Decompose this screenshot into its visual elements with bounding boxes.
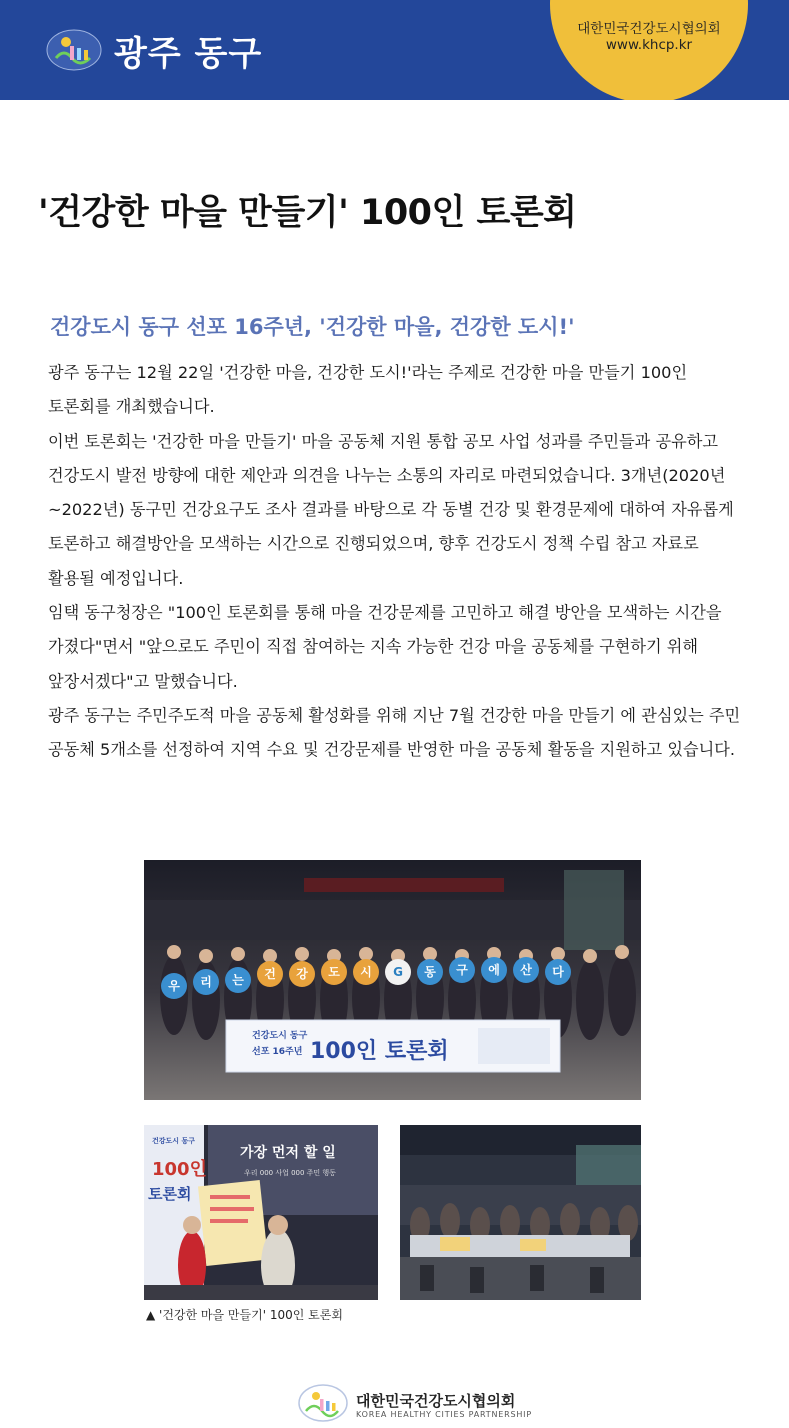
banner-big: 100인 토론회 bbox=[310, 1039, 449, 1064]
sign-2: 리 bbox=[200, 975, 212, 989]
sign-8: G bbox=[393, 965, 403, 979]
left-banner-2: 100인 bbox=[152, 1159, 207, 1180]
screen-title: 가장 먼저 할 일 bbox=[240, 1145, 336, 1161]
left-banner-3: 토론회 bbox=[148, 1185, 192, 1203]
sign-7: 시 bbox=[360, 965, 372, 979]
healthy-city-logo-icon bbox=[298, 1383, 348, 1423]
badge-org-name: 대한민국건강도시협의회 bbox=[577, 21, 721, 37]
group-photo bbox=[144, 860, 641, 1100]
photo-caption: ▲ '건강한 마을 만들기' 100인 토론회 bbox=[146, 1308, 343, 1322]
sign-13: 다 bbox=[552, 965, 564, 979]
paragraph-3: 임택 동구청장은 "100인 토론회를 통해 마을 건강문제를 고민하고 해결 방안을 모색하는 시간을 가졌다"면서 "앞으로도 주민이 직접 참여하는 지속 가능한 건강 마을 공동체를 구현하기 위해 앞장서겠다"고 말했습니다. bbox=[48, 603, 722, 691]
discussion-photo bbox=[400, 1125, 641, 1300]
paragraph-4: 광주 동구는 주민주도적 마을 공동체 활성화를 위해 지난 7월 건강한 마을 만들기 에 관심있는 주민 공동체 5개소를 선정하여 지역 수요 및 건강문제를 반영한 마을 공동체 활동을 지원하고 있습니다. bbox=[48, 705, 741, 760]
article-subtitle: 건강도시 동구 선포 16주년, '건강한 마을, 건강한 도시!' bbox=[50, 315, 575, 339]
banner-small-2: 선포 16주년 bbox=[252, 1047, 303, 1057]
sign-9: 동 bbox=[424, 965, 436, 979]
article-body bbox=[48, 356, 748, 768]
region-name: 광주 동구 bbox=[114, 34, 263, 74]
sign-6: 도 bbox=[328, 965, 340, 979]
left-banner-1: 건강도시 동구 bbox=[152, 1137, 196, 1145]
event-banner bbox=[226, 1020, 560, 1072]
sign-11: 에 bbox=[488, 963, 500, 977]
presentation-photo bbox=[144, 1125, 378, 1300]
sign-3: 는 bbox=[232, 973, 244, 987]
page-header bbox=[0, 0, 789, 100]
sign-10: 구 bbox=[456, 963, 468, 977]
sign-12: 산 bbox=[520, 963, 532, 977]
badge-url[interactable]: www.khcp.kr bbox=[605, 37, 693, 53]
footer-org-name: 대한민국건강도시협의회 bbox=[356, 1392, 516, 1410]
paragraph-2: 이번 토론회는 '건강한 마을 만들기' 마을 공동체 지원 통합 공모 사업 성과를 주민들과 공유하고 건강도시 발전 방향에 대한 제안과 의견을 나누는 소통의 자리로 마련되었습니다. 3개년(2020년~2022년) 동구민 건강요구도 조사 결과를 바탕으로 각 동별 건강 및 환경문제에 대하여 자유롭게 토론하고 해결방안을 모색하는 시간으로 진행되었으며, 향후 건강도시 정책 수립 참고 자료로 활용될 예정입니다. bbox=[48, 431, 734, 588]
article-title: '건강한 마을 만들기' 100인 토론회 bbox=[38, 193, 577, 233]
sign-4: 건 bbox=[264, 967, 276, 981]
healthy-city-logo-icon bbox=[46, 28, 102, 72]
sign-1: 우 bbox=[168, 979, 180, 993]
banner-small-1: 건강도시 동구 bbox=[252, 1031, 308, 1041]
screen-sub: 우리 000 사업 000 주민 행동 bbox=[244, 1169, 336, 1177]
sign-5: 강 bbox=[296, 967, 308, 981]
footer-org-english: KOREA HEALTHY CITIES PARTNERSHIP bbox=[356, 1410, 532, 1419]
paragraph-1: 광주 동구는 12월 22일 '건강한 마을, 건강한 도시!'라는 주제로 건강한 마을 만들기 100인 토론회를 개최했습니다. bbox=[48, 363, 688, 417]
